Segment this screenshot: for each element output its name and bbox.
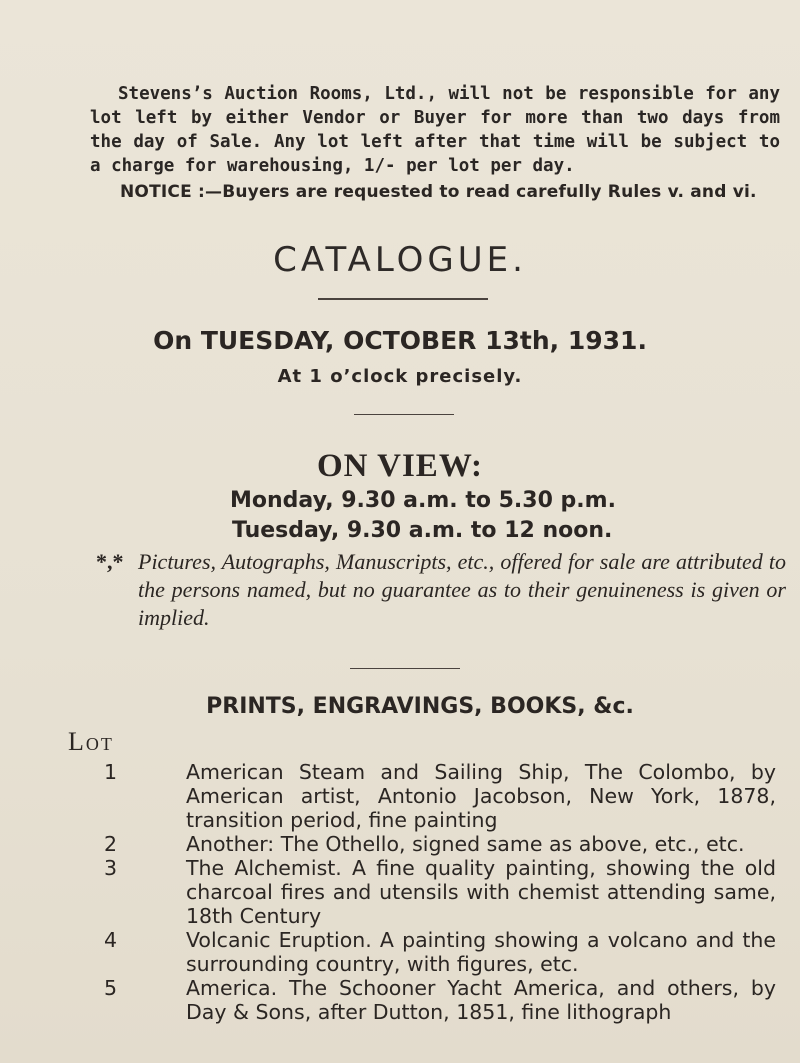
responsibility-notice [90,82,780,178]
lot-list [68,760,788,1024]
lot-description: America. The Schooner Yacht America, and others, by Day & Sons, after Dutton, 1851, fine lithograph [186,976,776,1024]
lot-number: 1 [104,760,118,784]
view-line-monday: Monday, 9.30 a.m. to 5.30 p.m. [230,488,616,513]
disclaimer-text: Pictures, Autographs, Manuscripts, etc., offered for sale are attributed to the persons named, but no guarantee as to their genuineness is given or implied. [138,549,786,630]
lot-description: The Alchemist. A fine quality painting, showing the old charcoal fires and utensils with chemist attending same, 18th Century [186,856,776,928]
lot-description: Volcanic Eruption. A painting showing a volcano and the surrounding country, with figures, etc. [186,928,776,976]
lot-number: 3 [104,856,118,880]
lot-item [68,832,788,856]
on-view-heading: ON VIEW: [316,448,483,484]
divider [350,668,460,669]
section-heading: PRINTS, ENGRAVINGS, BOOKS, &c. [206,694,634,719]
lot-number: 2 [104,832,118,856]
lot-item [68,856,788,928]
asterism-mark: *,* [96,549,124,574]
catalogue-title: CATALOGUE. [273,240,527,280]
lot-number: 4 [104,928,118,952]
lot-column-label: Lot [68,727,114,756]
sale-date: On TUESDAY, OCTOBER 13th, 1931. [153,326,647,355]
view-line-tuesday: Tuesday, 9.30 a.m. to 12 noon. [232,518,613,543]
attribution-disclaimer [96,548,786,632]
lot-description: Another: The Othello, signed same as above, etc., etc. [186,832,745,856]
lot-item [68,760,788,832]
lot-description: American Steam and Sailing Ship, The Colombo, by American artist, Antonio Jacobson, New York, 1878, transition period, fine painting [186,760,776,832]
divider [354,414,454,415]
lot-item [68,928,788,976]
lot-number: 5 [104,976,118,1000]
divider [318,298,488,300]
responsibility-text: Stevens’s Auction Rooms, Ltd., will not be responsible for any lot left by either Vendor or Buyer for more than two days from the day of Sale. Any lot left after that time will be subject to a charge for warehousing, 1/- per lot per day. [90,84,780,176]
buyers-notice: NOTICE :—Buyers are requested to read carefully Rules v. and vi. [120,182,757,202]
lot-item [68,976,788,1024]
sale-time: At 1 o’clock precisely. [277,366,523,387]
